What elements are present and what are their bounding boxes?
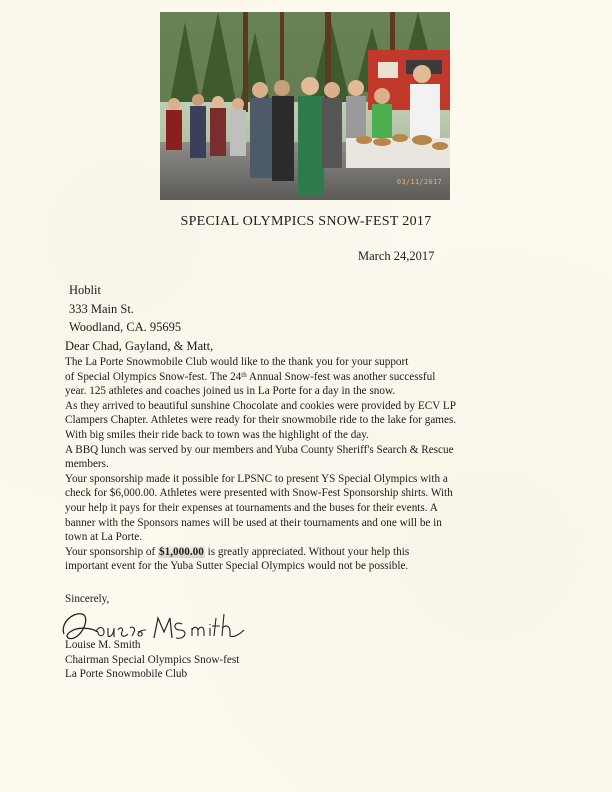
body-line: As they arrived to beautiful sunshine Chocolate and cookies were provided by ECV LP bbox=[65, 399, 456, 412]
body-line: check for $6,000.00. Athletes were presented with Snow-Fest Sponsorship shirts. With bbox=[65, 487, 453, 500]
body-line: members. bbox=[65, 458, 109, 471]
signer-role: Chairman Special Olympics Snow-fest bbox=[65, 653, 240, 666]
body-line: of Special Olympics Snow-fest. The 24th Annual Snow-fest was another successful bbox=[65, 370, 436, 383]
signature-block bbox=[65, 638, 239, 682]
closing: Sincerely, bbox=[65, 593, 110, 605]
recipient-city: Woodland, CA. 95695 bbox=[69, 320, 182, 334]
sponsorship-amount: $1,000.00 bbox=[159, 545, 204, 558]
body-line: year. 125 athletes and coaches joined us in La Porte for a day in the snow. bbox=[65, 385, 396, 398]
body-line: Your sponsorship made it possible for LPSNC to present YS Special Olympics with a bbox=[65, 472, 448, 485]
body-line: your help it pays for their expenses at tournaments and the buses for their events. A bbox=[65, 501, 438, 514]
recipient-street: 333 Main St. bbox=[69, 301, 134, 316]
body-line: The La Porte Snowmobile Club would like to the thank you for your support bbox=[65, 356, 409, 368]
snow-fest-photo bbox=[160, 12, 450, 200]
body-line: Your sponsorship of $1,000.00 is greatly appreciated. Without your help this bbox=[65, 545, 410, 558]
crowd-photo-illustration bbox=[160, 12, 450, 200]
letter-date: March 24,2017 bbox=[358, 249, 435, 263]
recipient-address bbox=[69, 281, 181, 337]
recipient-name: Hoblit bbox=[69, 283, 101, 297]
photo-timestamp: 03/11/2017 bbox=[396, 178, 442, 186]
body-line: town at La Porte. bbox=[65, 531, 143, 544]
body-line: important event for the Yuba Sutter Special Olympics would not be possible. bbox=[65, 560, 409, 573]
body-line: banner with the Sponsors names will be used at their tournaments and one will be in bbox=[65, 516, 442, 529]
letter-title: SPECIAL OLYMPICS SNOW-FEST 2017 bbox=[180, 214, 432, 229]
signer-name: Louise M. Smith bbox=[65, 639, 141, 651]
salutation: Dear Chad, Gayland, & Matt, bbox=[65, 339, 214, 353]
body-line: With big smiles their ride back to town was the highlight of the day. bbox=[65, 428, 369, 441]
signer-organization: La Porte Snowmobile Club bbox=[65, 668, 188, 681]
letter-body bbox=[65, 355, 565, 574]
body-line: Clampers Chapter. Athletes were ready for their snowmobile ride to the lake for games. bbox=[65, 414, 457, 427]
body-line: A BBQ lunch was served by our members and Yuba County Sheriff's Search & Rescue bbox=[65, 443, 454, 456]
